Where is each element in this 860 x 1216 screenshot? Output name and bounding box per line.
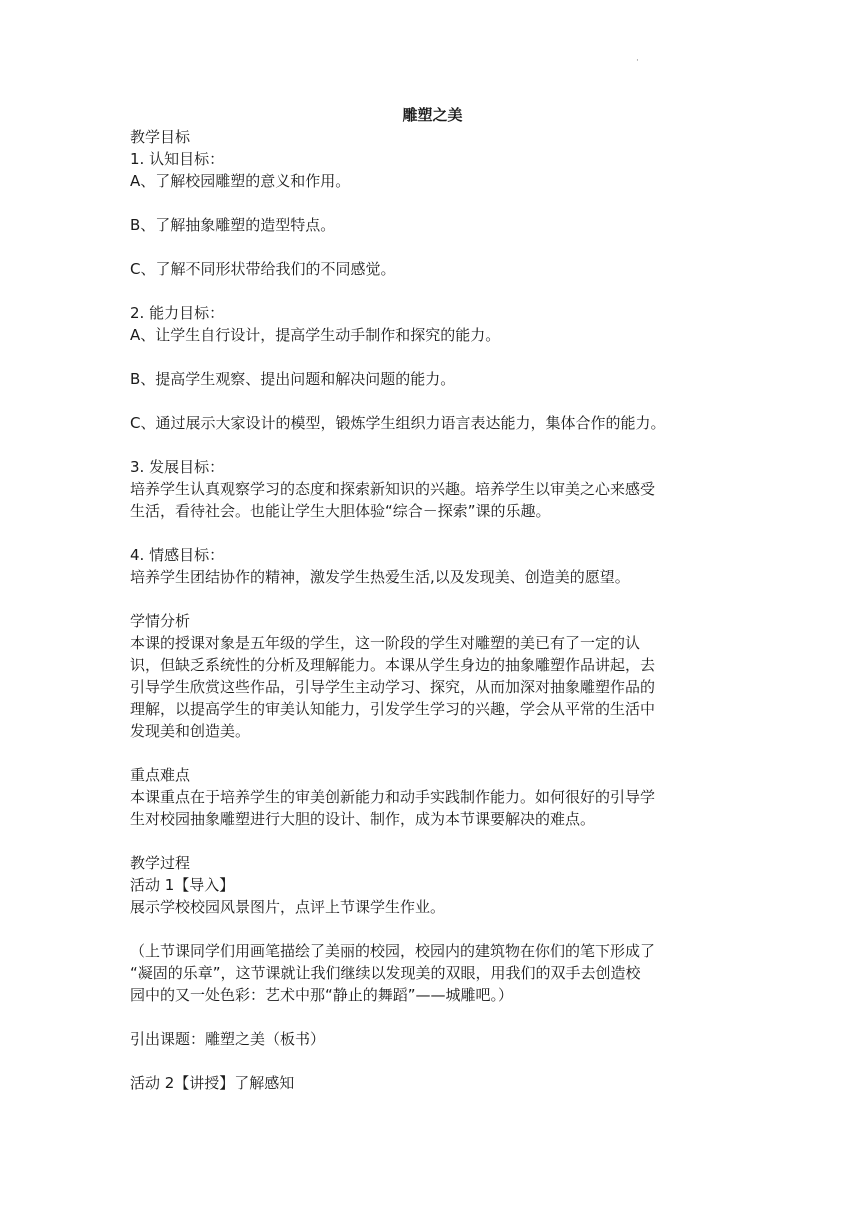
activity1-note-line: （上节课同学们用画笔描绘了美丽的校园，校园内的建筑物在你们的笔下形成了 [130,942,656,960]
key-text-line: 本课重点在于培养学生的审美创新能力和动手实践制作能力。如何很好的引导学 [130,788,656,806]
document-title: 雕塑之美 [402,106,463,124]
analysis-text-line: 发现美和创造美。 [130,722,251,740]
analysis-heading: 学情分析 [130,612,191,630]
topic-line: 引出课题：雕塑之美（板书） [130,1030,326,1048]
emotion-text: 培养学生团结协作的精神，激发学生热爱生活,以及发现美、创造美的愿望。 [130,568,630,586]
goals-heading: 教学目标 [130,128,191,146]
key-text-line: 生对校园抽象雕塑进行大胆的设计、制作，成为本节课要解决的难点。 [130,810,596,828]
document-body [130,104,735,1094]
analysis-text-line: 引导学生欣赏这些作品，引导学生主动学习、探究，从而加深对抽象雕塑作品的 [130,678,656,696]
development-text-line: 培养学生认真观察学习的态度和探索新知识的兴趣。培养学生以审美之心来感受 [130,480,656,498]
key-heading: 重点难点 [130,766,191,784]
activity1-heading: 活动 1【导入】 [130,876,235,894]
analysis-text-line: 识，但缺乏系统性的分析及理解能力。本课从学生身边的抽象雕塑作品讲起，去 [130,656,656,674]
analysis-text-line: 本课的授课对象是五年级的学生，这一阶段的学生对雕塑的美已有了一定的认 [130,634,641,652]
analysis-text-line: 理解，以提高学生的审美认知能力，引发学生学习的兴趣，学会从平常的生活中 [130,700,656,718]
header-mark: · [636,56,639,66]
activity2-heading: 活动 2【讲授】了解感知 [130,1074,295,1092]
cognitive-item-c: C、了解不同形状带给我们的不同感觉。 [130,260,396,278]
ability-item-b: B、提高学生观察、提出问题和解决问题的能力。 [130,370,456,388]
activity1-note-line: 园中的又一处色彩：艺术中那“静止的舞蹈”——城雕吧。） [130,986,514,1004]
process-heading: 教学过程 [130,854,191,872]
activity1-text: 展示学校校园风景图片，点评上节课学生作业。 [130,898,446,916]
emotion-heading: 4. 情感目标： [130,546,225,564]
ability-item-c: C、通过展示大家设计的模型，锻炼学生组织力语言表达能力，集体合作的能力。 [130,414,666,432]
activity1-note-line: “凝固的乐章”，这节课就让我们继续以发现美的双眼，用我们的双手去创造校 [130,964,641,982]
development-text-line: 生活，看待社会。也能让学生大胆体验“综合－探索”课的乐趣。 [130,502,551,520]
cognitive-item-b: B、了解抽象雕塑的造型特点。 [130,216,336,234]
cognitive-heading: 1. 认知目标： [130,150,225,168]
cognitive-item-a: A、了解校园雕塑的意义和作用。 [130,172,351,190]
development-heading: 3. 发展目标： [130,458,225,476]
ability-heading: 2. 能力目标： [130,304,225,322]
ability-item-a: A、让学生自行设计，提高学生动手制作和探究的能力。 [130,326,501,344]
